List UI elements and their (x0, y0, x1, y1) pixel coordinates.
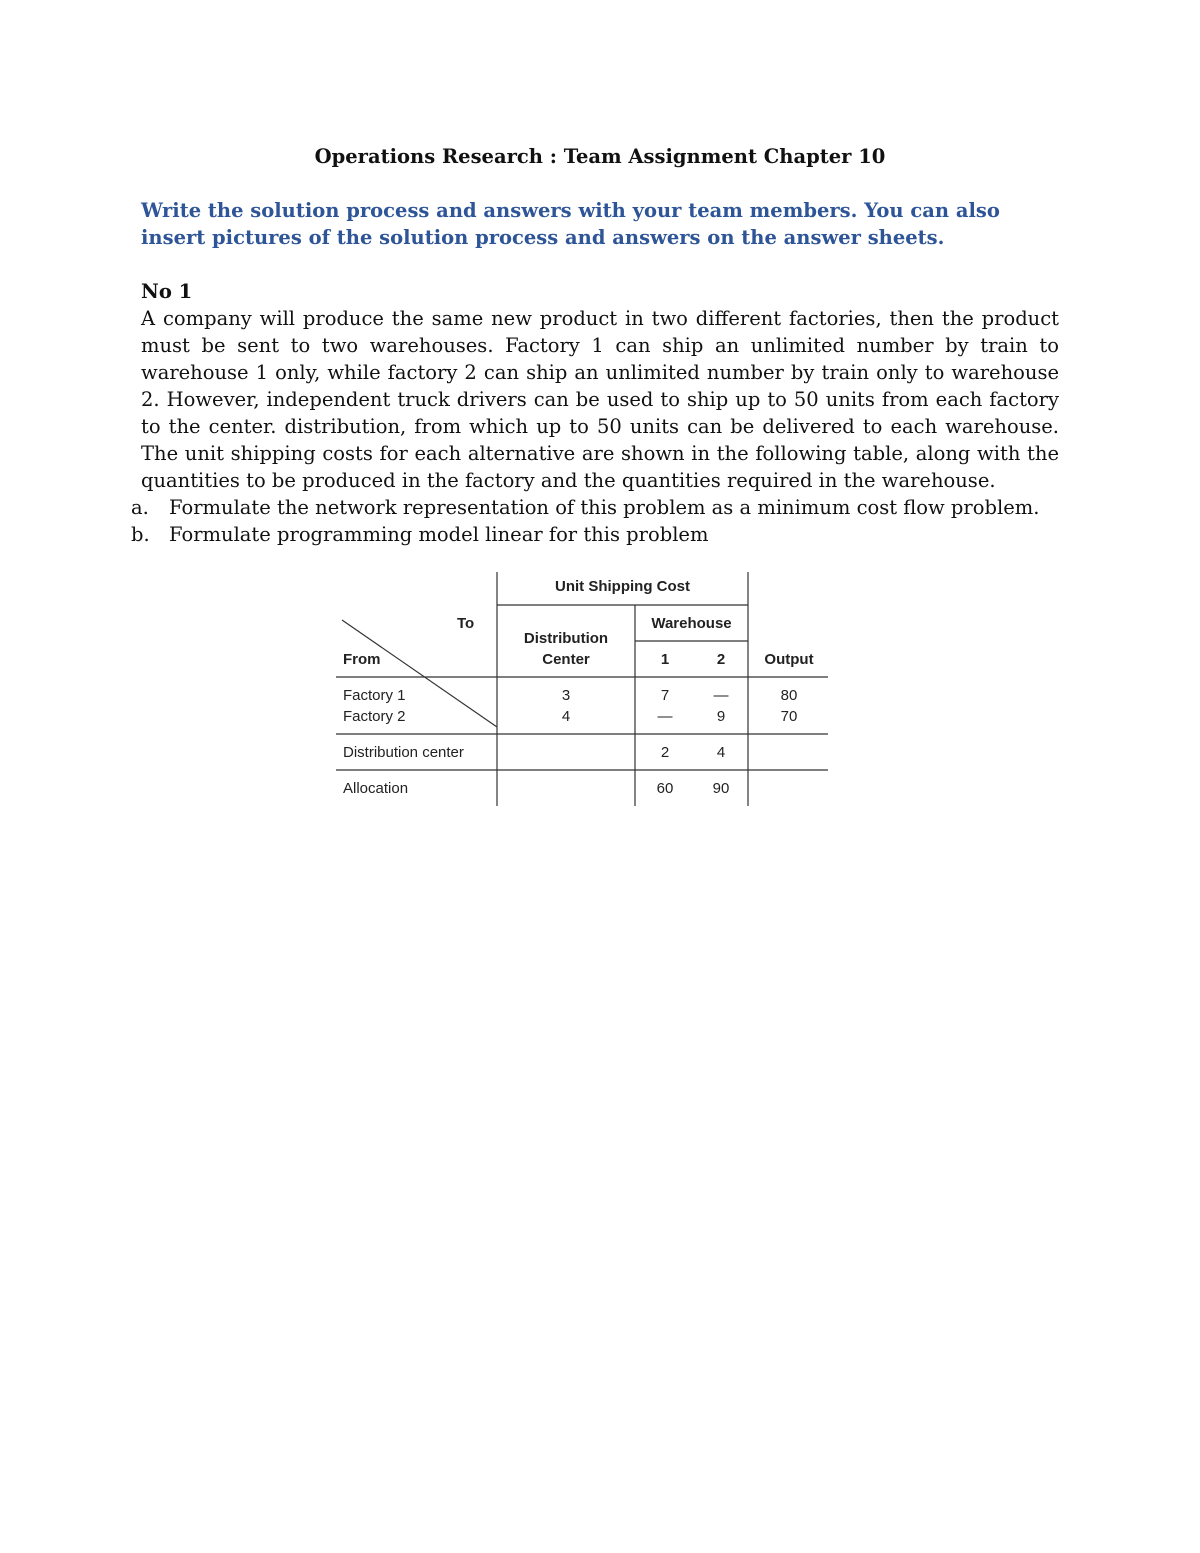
subquestion-text: Formulate programming model linear for this problem (169, 523, 709, 546)
factory-1-wh2-cost: — (713, 687, 729, 704)
warehouse-1-header: 1 (660, 651, 670, 668)
factory-1-wh1-cost: 7 (660, 687, 670, 704)
shipping-cost-table (336, 572, 830, 806)
allocation-wh2: 90 (712, 780, 730, 797)
dc-wh1-cost: 2 (660, 744, 670, 761)
dc-row-label: Distribution center (343, 744, 464, 761)
subquestion-text: Formulate the network representation of this problem as a minimum cost flow problem. (169, 496, 1040, 519)
factory-1-output: 80 (780, 687, 798, 704)
dc-header-line1: Distribution (523, 630, 609, 647)
subquestion-list (131, 494, 1071, 548)
output-header: Output (764, 651, 814, 668)
dc-wh2-cost: 4 (716, 744, 726, 761)
dc-header-line2: Center (542, 651, 590, 668)
allocation-label: Allocation (343, 780, 409, 797)
allocation-wh1: 60 (656, 780, 674, 797)
warehouse-header: Warehouse (651, 615, 732, 632)
factory-2-output: 70 (780, 708, 798, 725)
factory-2-wh2-cost: 9 (716, 708, 726, 725)
subquestion-b (131, 521, 1071, 548)
subquestion-letter: a. (131, 496, 149, 519)
factory-1-label: Factory 1 (343, 687, 406, 704)
assignment-instruction: Write the solution process and answers with your team members. You can also insert pictures of the solution process and answers on the answer sheets. (141, 199, 1000, 249)
question-body: A company will produce the same new product in two different factories, then the product must be sent to two warehouses. Factory 1 can ship an unlimited number by train to warehouse 1 only, while factory 2 can ship an unlimited number by train only to warehouse 2. However, independent truck drivers can be used to ship up to 50 units from each factory to the center. distribution, from which up to 50 units can be delivered to each warehouse. The unit shipping costs for each alternative are shown in the following table, along with the quantities to be produced in the factory and the quantities required in the warehouse. (141, 307, 1059, 492)
from-label: From (343, 651, 381, 668)
subquestion-letter: b. (131, 523, 150, 546)
factory-2-dc-cost: 4 (561, 708, 571, 725)
subquestion-a (131, 494, 1071, 521)
unit-shipping-cost-header: Unit Shipping Cost (555, 578, 690, 595)
document-title: Operations Research : Team Assignment Chapter 10 (314, 145, 886, 168)
factory-2-label: Factory 2 (343, 708, 406, 725)
to-label: To (457, 615, 475, 632)
factory-1-dc-cost: 3 (561, 687, 571, 704)
warehouse-2-header: 2 (716, 651, 726, 668)
question-number: No 1 (141, 280, 193, 303)
factory-2-wh1-cost: — (657, 708, 673, 725)
